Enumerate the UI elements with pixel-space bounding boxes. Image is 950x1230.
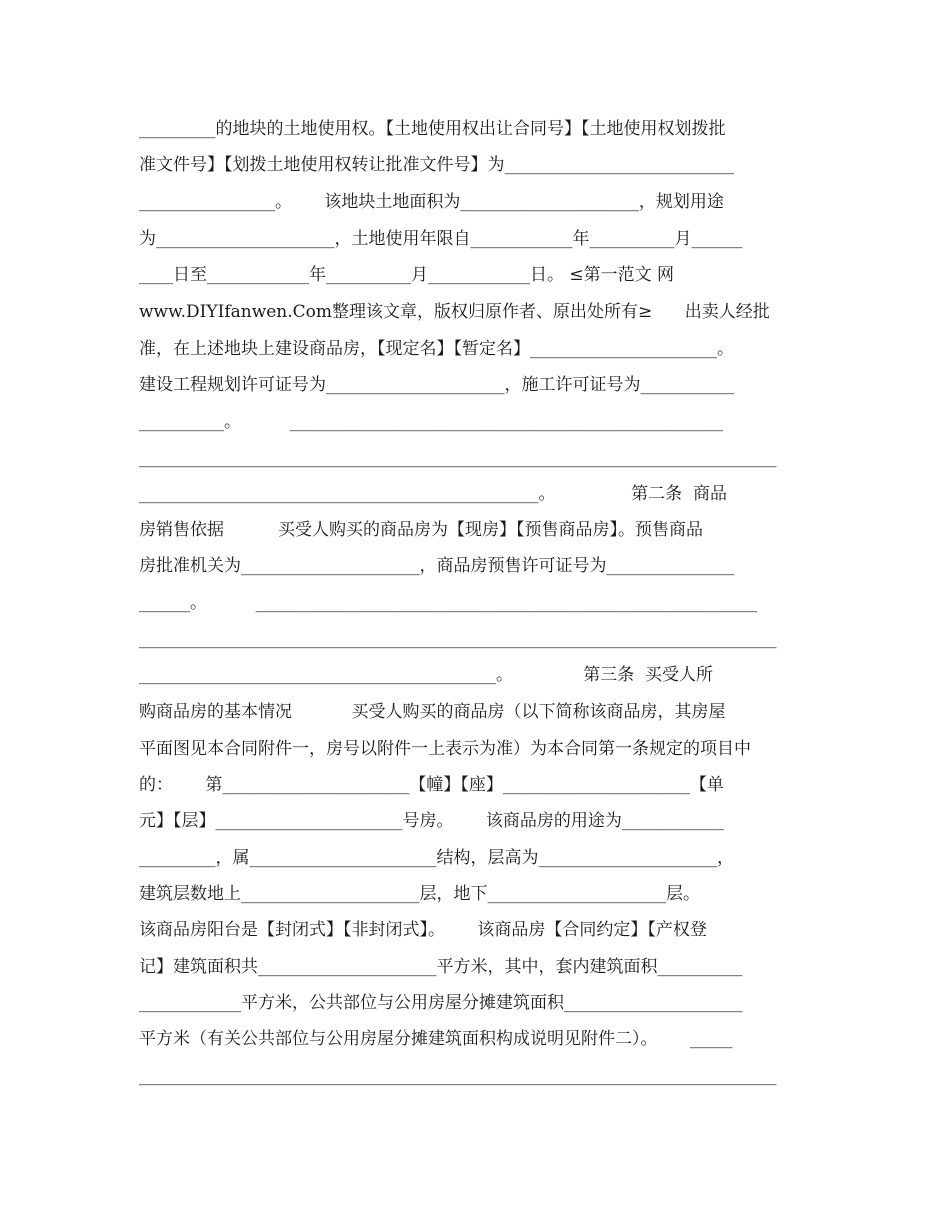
text-line: 建设工程规划许可证号为_____________________，施工许可证号为___________ bbox=[139, 375, 734, 395]
text-line: 准，在上述地块上建设商品房，【现定名】【暂定名】______________________。 bbox=[139, 339, 734, 359]
text-line: 建筑层数地上_____________________层，地下_____________________层。 bbox=[139, 884, 700, 904]
text-line: 该商品房阳台是【封闭式】【非封闭式】。 该商品房【合同约定】【产权登 bbox=[139, 920, 707, 940]
text-line: 购商品房的基本情况 买受人购买的商品房（以下简称该商品房，其房屋 bbox=[139, 702, 726, 722]
text-line: _______________________________________________。 第二条 商品 bbox=[139, 484, 727, 504]
text-line: _________，属______________________结构，层高为_____________________， bbox=[139, 848, 734, 868]
text-line: 房批准机关为_____________________，商品房预售许可证号为_______________ bbox=[139, 556, 734, 576]
text-line: 的： 第______________________【幢】【座】______________________【单 bbox=[139, 775, 724, 795]
text-line: 平方米（有关公共部位与公用房屋分摊建筑面积构成说明见附件二）。 _____ bbox=[139, 1029, 733, 1049]
text-line: ___________________________________________________________________________ bbox=[139, 629, 777, 649]
text-line: 元】【层】______________________号房。 该商品房的用途为____________ bbox=[139, 811, 724, 831]
text-line: ___________________________________________________________________________ bbox=[139, 448, 777, 468]
text-line: __________________________________________。 第三条 买受人所 bbox=[139, 665, 714, 685]
text-line: ______。 ___________________________________________________________ bbox=[139, 593, 758, 613]
text-line: 记】建筑面积共_____________________平方米，其中，套内建筑面积__________ bbox=[139, 957, 743, 977]
text-line: 准文件号】【划拨土地使用权转让批准文件号】为___________________________ bbox=[139, 155, 734, 175]
text-line: ___________________________________________________________________________ bbox=[139, 1066, 777, 1086]
text-line: _________的地块的土地使用权。【土地使用权出让合同号】【土地使用权划拨批 bbox=[139, 119, 726, 139]
text-line: ________________。 该地块土地面积为_____________________，规划用途 bbox=[139, 192, 724, 212]
text-line: 为_____________________，土地使用年限自____________年__________月______ bbox=[139, 229, 743, 249]
text-line: __________。 ___________________________________________________ bbox=[139, 412, 724, 432]
text-line: ____日至____________年__________月____________日。 ≤第一范文 网 bbox=[139, 265, 675, 285]
text-line: 房销售依据 买受人购买的商品房为【现房】【预售商品房】。预售商品 bbox=[139, 520, 704, 540]
text-line: 平面图见本合同附件一，房号以附件一上表示为准）为本合同第一条规定的项目中 bbox=[139, 739, 751, 759]
text-line: www.DIYIfanwen.Com整理该文章，版权归原作者、原出处所有≥ 出卖人经批 bbox=[139, 302, 770, 322]
text-line: ____________平方米，公共部位与公用房屋分摊建筑面积_____________________ bbox=[139, 993, 743, 1013]
